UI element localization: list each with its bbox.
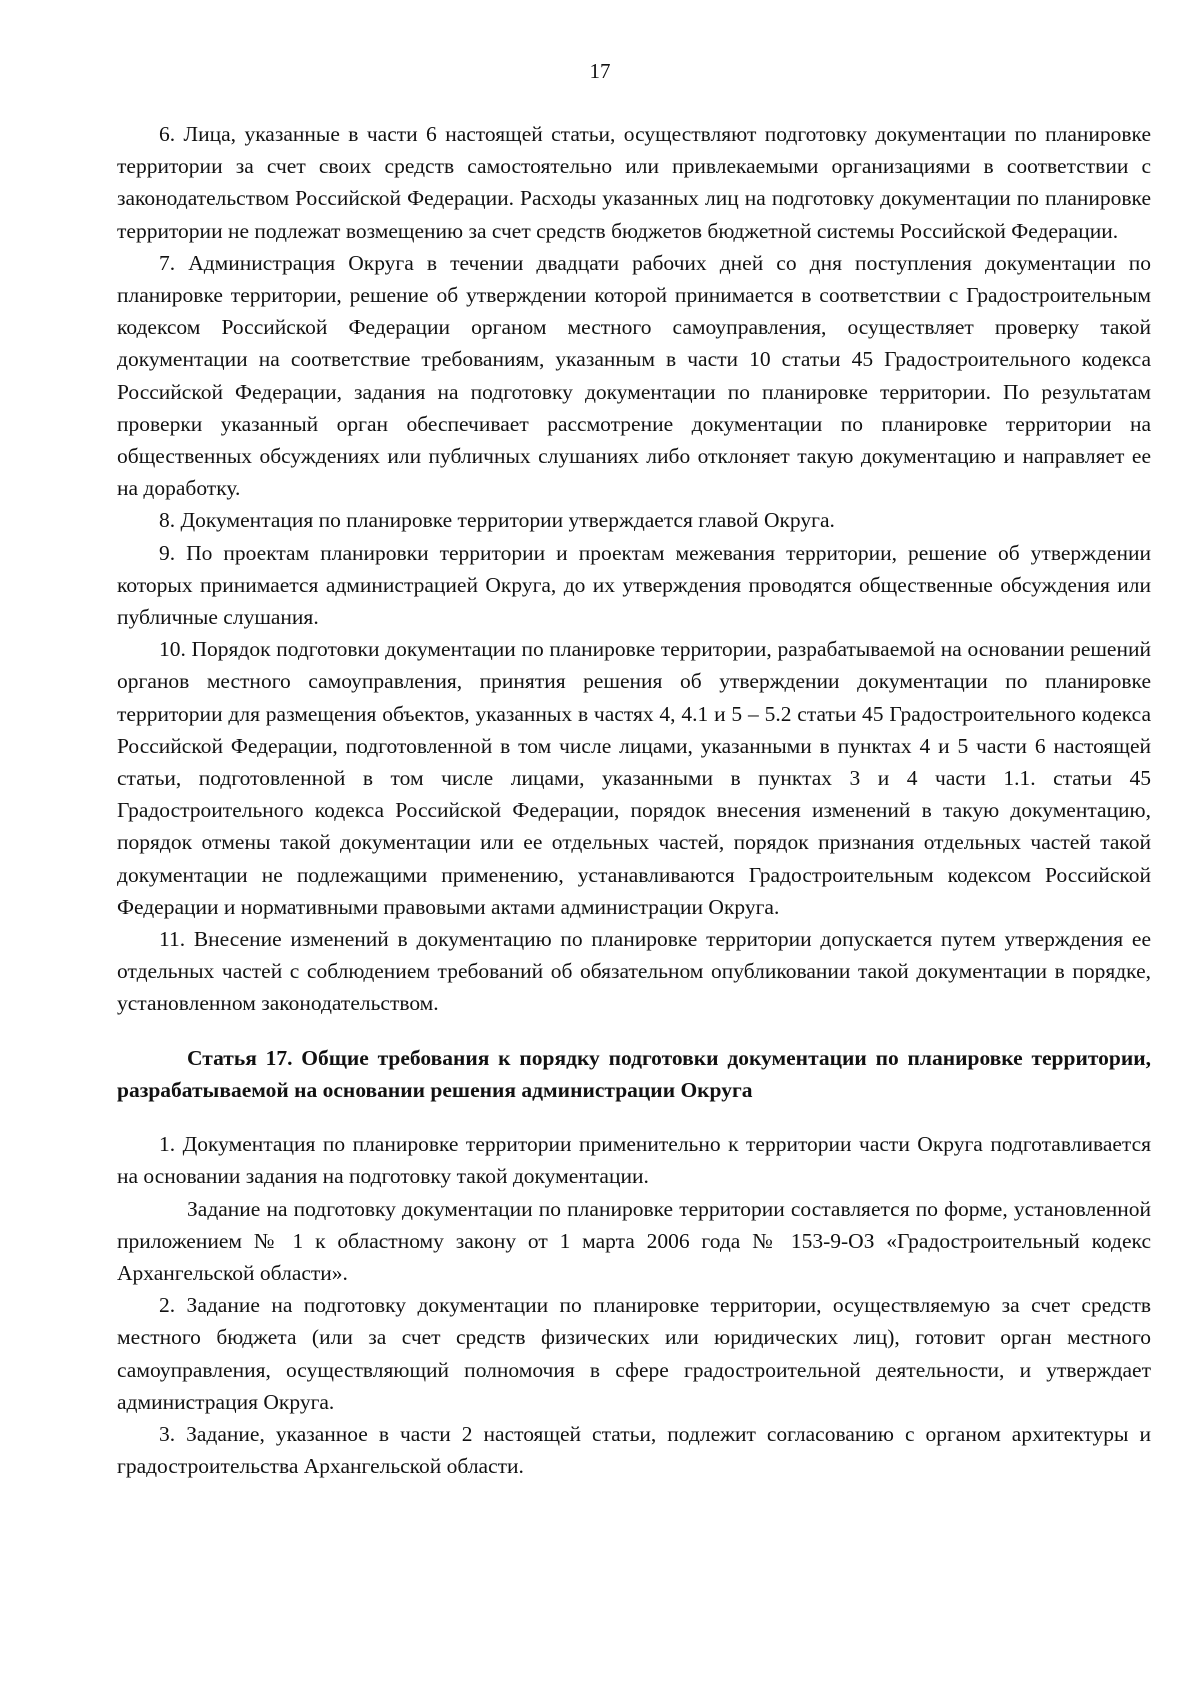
article-17-paragraph-1-form: Задание на подготовку документации по планировке территории составляется по форме, установленной приложением № 1 к областному закону от 1 марта 2006 года № 153-9-ОЗ «Градостроительный кодекс Архангельской области».	[117, 1196, 1151, 1285]
paragraph-11: 11. Внесение изменений в документацию по планировке территории допускается путем утверждения ее отдельных частей с соблюдением требований об обязательном опубликовании такой документации в порядке, установленном законодательством.	[117, 927, 1151, 1016]
paragraph-9: 9. По проектам планировки территории и проектам межевания территории, решение об утверждении которых принимается администрацией Округа, до их утверждения проводятся общественные обсуждения или публичные слушания.	[117, 540, 1151, 630]
article-17-paragraph-3: 3. Задание, указанное в части 2 настоящей статьи, подлежит согласованию с органом архитектуры и градостроительства Архангельской области.	[117, 1421, 1151, 1479]
page-number: 17	[589, 59, 611, 83]
paragraph-8: 8. Документация по планировке территории утверждается главой Округа.	[159, 508, 835, 533]
paragraph-6: 6. Лица, указанные в части 6 настоящей статьи, осуществляют подготовку документации по планировке территории за счет своих средств самостоятельно или привлекаемыми организациями в соответствии с законодательством Российской Федерации. Расходы указанных лиц на подготовку документации по планировке территории не подлежат возмещению за счет средств бюджетов бюджетной системы Российской Федерации.	[117, 122, 1151, 243]
paragraph-10: 10. Порядок подготовки документации по планировке территории, разрабатываемой на основании решений органов местного самоуправления, принятия решения об утверждении документации по планировке территории для размещения объектов, указанных в частях 4, 4.1 и 5 – 5.2 статьи 45 Градостроительного кодекса Российской Федерации, подготовленной в том числе лицами, указанными в пунктах 4 и 5 части 6 настоящей статьи, подготовленной в том числе лицами, указанными в пунктах 3 и 4 части 1.1. статьи 45 Градостроительного кодекса Российской Федерации, порядок внесения изменений в такую документацию, порядок отмены такой документации или ее отдельных частей, порядок признания отдельных частей такой документации не подлежащими применению, устанавливаются Градостроительным кодексом Российской Федерации и нормативными правовыми актами администрации Округа.	[117, 637, 1151, 919]
paragraph-7: 7. Администрация Округа в течении двадцати рабочих дней со дня поступления документации по планировке территории, решение об утверждении которой принимается в соответствии с Градостроительным кодексом Российской Федерации органом местного самоуправления, осуществляет проверку такой документации на соответствие требованиям, указанным в части 10 статьи 45 Градостроительного кодекса Российской Федерации, задания на подготовку документации по планировке территории. По результатам проверки указанный орган обеспечивает рассмотрение документации по планировке территории на общественных обсуждениях или публичных слушаниях либо отклоняет такую документацию и направляет ее на доработку.	[117, 250, 1151, 501]
article-17-paragraph-1: 1. Документация по планировке территории применительно к территории части Округа подготавливается на основании задания на подготовку такой документации.	[117, 1132, 1151, 1189]
document-body	[117, 118, 1151, 1482]
article-17-paragraph-2: 2. Задание на подготовку документации по планировке территории, осуществляемую за счет средств местного бюджета (или за счет средств физических или юридических лиц), готовит орган местного самоуправления, осуществляющий полномочия в сфере градостроительной деятельности, и утверждает администрация Округа.	[117, 1293, 1151, 1414]
article-17-heading: Статья 17. Общие требования к порядку подготовки документации по планировке территории, разрабатываемой на основании решения администрации Округа	[117, 1045, 1151, 1102]
